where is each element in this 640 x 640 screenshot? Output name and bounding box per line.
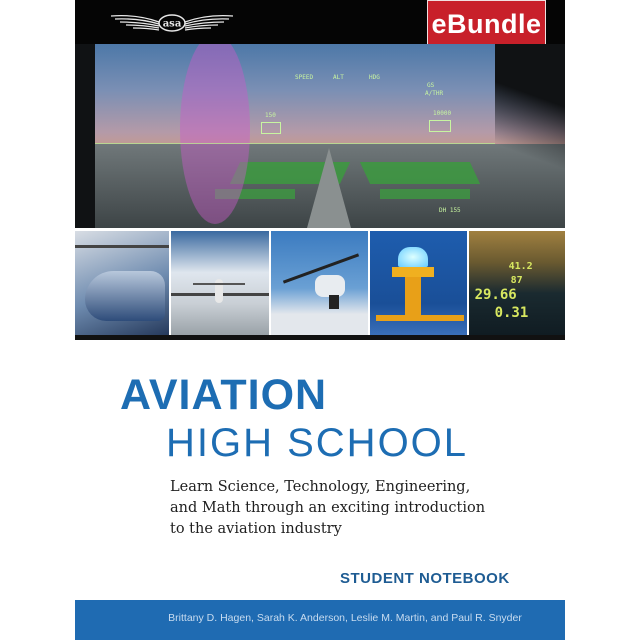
thumbnail-strip (75, 231, 565, 339)
author-bar (75, 600, 565, 640)
title-high-school: HIGH SCHOOL (166, 421, 469, 465)
title-aviation: AVIATION (120, 371, 328, 419)
book-cover (75, 0, 565, 640)
drone-thumbnail (271, 231, 368, 335)
hero-hud-image: SPEED ALT HDG GS A/THR 150 10000 DH 155 (75, 44, 565, 228)
beacon-light-thumbnail (370, 231, 466, 335)
winged-logo-icon (107, 10, 237, 34)
helicopter-thumbnail (75, 231, 169, 335)
ebundle-badge: eBundle (427, 0, 546, 48)
authors: Brittany D. Hagen, Sarah K. Anderson, Leslie M. Martin, and Paul R. Snyder (168, 612, 522, 624)
edition-label: STUDENT NOTEBOOK (340, 570, 510, 587)
subtitle: Learn Science, Technology, Engineering, and Math through an exciting introduction to the aviation industry (170, 479, 486, 537)
svg-text:asa: asa (162, 18, 182, 30)
jet-airplane-thumbnail (171, 231, 268, 335)
cockpit-display-thumbnail: 41.2 87 29.66 0.31 (469, 231, 565, 335)
cover-top-bar (75, 0, 565, 44)
